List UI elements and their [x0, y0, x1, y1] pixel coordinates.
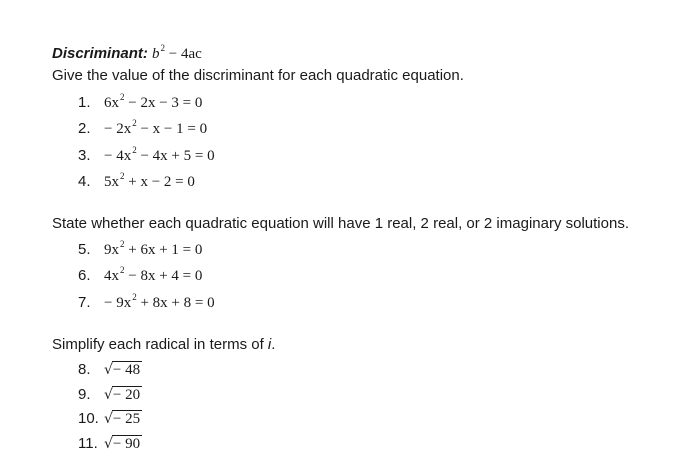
- radical-sign-icon: √: [104, 436, 113, 452]
- question-2: 2. − $2x^2 - x - 1 = 0$: [78, 118, 208, 137]
- question-6: 6. $4x^2 - 8x + 4 = 0$: [78, 265, 203, 284]
- radical-expression: √− 25: [104, 411, 141, 427]
- question-number: 6.: [78, 267, 91, 284]
- section3-instruction: Simplify each radical in terms of i.: [52, 336, 276, 353]
- radical-expression: √− 20: [104, 387, 141, 403]
- question-8: [78, 361, 142, 379]
- question-1: 1. $6x^2 - 2x - 3 = 0$: [78, 92, 203, 111]
- question-number: 2.: [78, 120, 91, 137]
- question-5: 5. $9x^2 + 6x + 1 = 0$: [78, 239, 203, 258]
- question-11: [78, 435, 142, 453]
- section1-instruction: Give the value of the discriminant for each quadratic equation.: [52, 67, 464, 84]
- question-number: 1.: [78, 94, 91, 111]
- radical-sign-icon: √: [104, 387, 113, 403]
- section2-instruction: State whether each quadratic equation will have 1 real, 2 real, or 2 imaginary solutions.: [52, 215, 629, 232]
- question-number: 4.: [78, 173, 91, 190]
- radical-sign-icon: √: [104, 411, 113, 427]
- question-4: 4. $5x^2 + x - 2 = 0$: [78, 171, 195, 190]
- question-number: 9.: [78, 386, 91, 403]
- discriminant-formula: $b^2 - 4ac$: [152, 43, 202, 62]
- question-number: 3.: [78, 147, 91, 164]
- radical-expression: √− 48: [104, 362, 141, 378]
- discriminant-heading: [52, 45, 202, 63]
- question-9: [78, 386, 142, 404]
- question-10: [78, 410, 142, 428]
- question-3: 3. − $4x^2 - 4x + 5 = 0$: [78, 145, 215, 164]
- question-number: 11.: [78, 435, 98, 452]
- radical-sign-icon: √: [104, 362, 113, 378]
- radical-expression: √− 90: [104, 436, 141, 452]
- question-number: 7.: [78, 294, 91, 311]
- discriminant-label: Discriminant:: [52, 45, 148, 62]
- question-number: 10.: [78, 410, 99, 427]
- question-number: 5.: [78, 241, 91, 258]
- question-number: 8.: [78, 361, 91, 378]
- question-7: 7. − $9x^2 + 8x + 8 = 0$: [78, 292, 215, 311]
